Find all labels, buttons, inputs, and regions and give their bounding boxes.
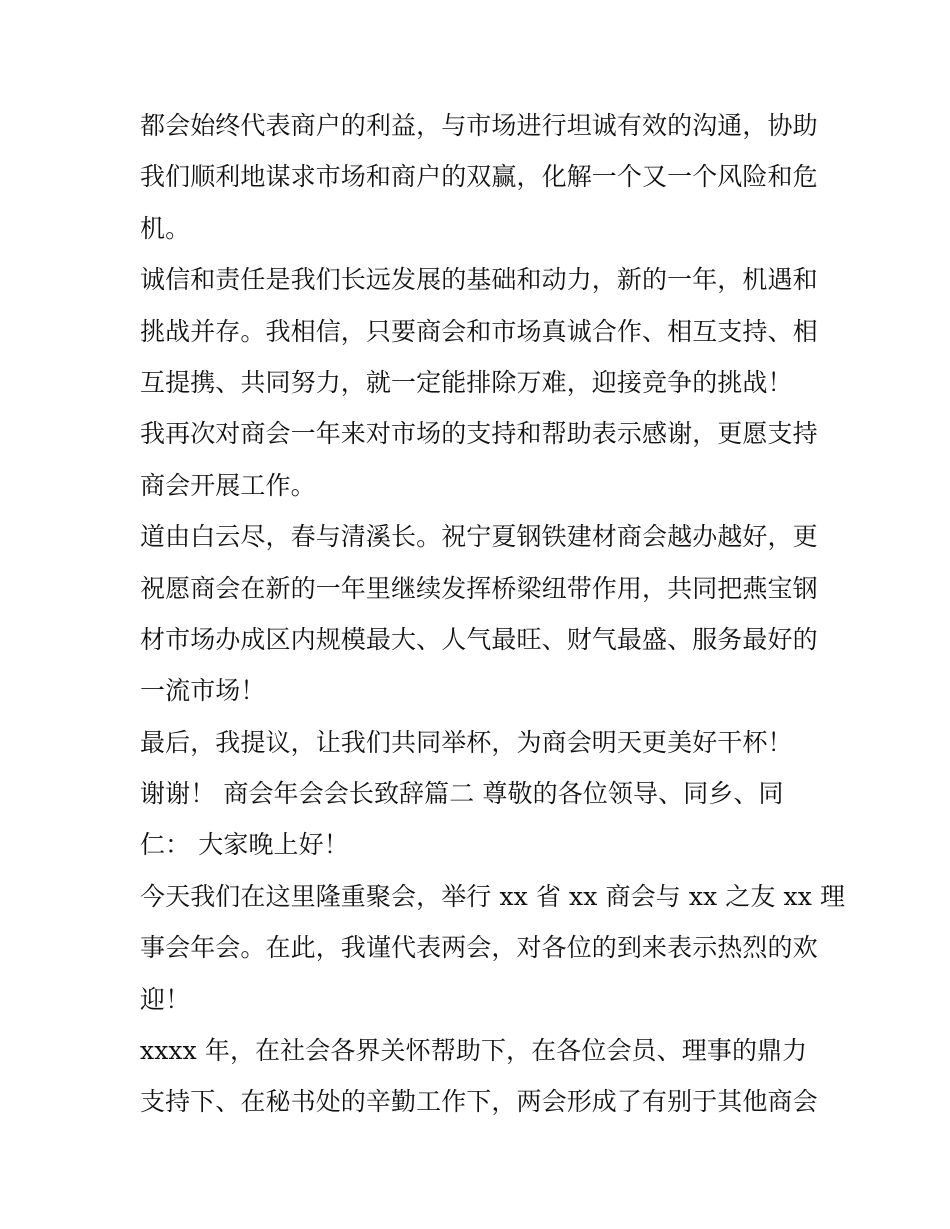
- text-line: 都会始终代表商户的利益，与市场进行坦诚有效的沟通，协助: [140, 111, 818, 140]
- text-line: 一流市场！: [140, 676, 266, 706]
- text-line: 今天我们在这里隆重聚会，举行 xx 省 xx 商会与 xx 之友 xx 理: [140, 881, 846, 911]
- text-line: xxxx 年，在社会各界关怀帮助下，在各位会员、理事的鼎力: [140, 1036, 808, 1066]
- text-line: 机。: [140, 213, 191, 243]
- text-line: 事会年会。在此，我谨代表两会，对各位的到来表示热烈的欢: [140, 933, 818, 963]
- text-line: 最后，我提议，让我们共同举杯，为商会明天更美好干杯！: [140, 727, 793, 757]
- text-line: 迎！: [140, 984, 191, 1014]
- text-line: 支持下、在秘书处的辛勤工作下，两会形成了有别于其他商会: [140, 1087, 818, 1117]
- text-line: 互提携、共同努力，就一定能排除万难，迎接竞争的挑战！: [140, 367, 793, 397]
- text-line: 谢谢！ 商会年会会长致辞篇二 尊敬的各位领导、同乡、同: [140, 779, 784, 809]
- text-line: 我们顺利地谋求市场和商户的双赢，化解一个又一个风险和危: [140, 162, 818, 192]
- text-line: 道由白云尽，春与清溪长。祝宁夏钢铁建材商会越办越好，更: [140, 522, 818, 552]
- text-line: 材市场办成区内规模最大、人气最旺、财气最盛、服务最好的: [140, 624, 818, 654]
- text-line: 商会开展工作。: [140, 470, 316, 500]
- text-line: 挑战并存。我相信，只要商会和市场真诚合作、相互支持、相: [140, 316, 818, 346]
- text-line: 仁： 大家晚上好！: [140, 830, 349, 860]
- text-line: 我再次对商会一年来对市场的支持和帮助表示感谢，更愿支持: [140, 419, 818, 449]
- document-body: [140, 100, 846, 1128]
- text-line: 诚信和责任是我们长远发展的基础和动力，新的一年，机遇和: [140, 265, 818, 295]
- text-line: 祝愿商会在新的一年里继续发挥桥梁纽带作用，共同把燕宝钢: [140, 573, 818, 603]
